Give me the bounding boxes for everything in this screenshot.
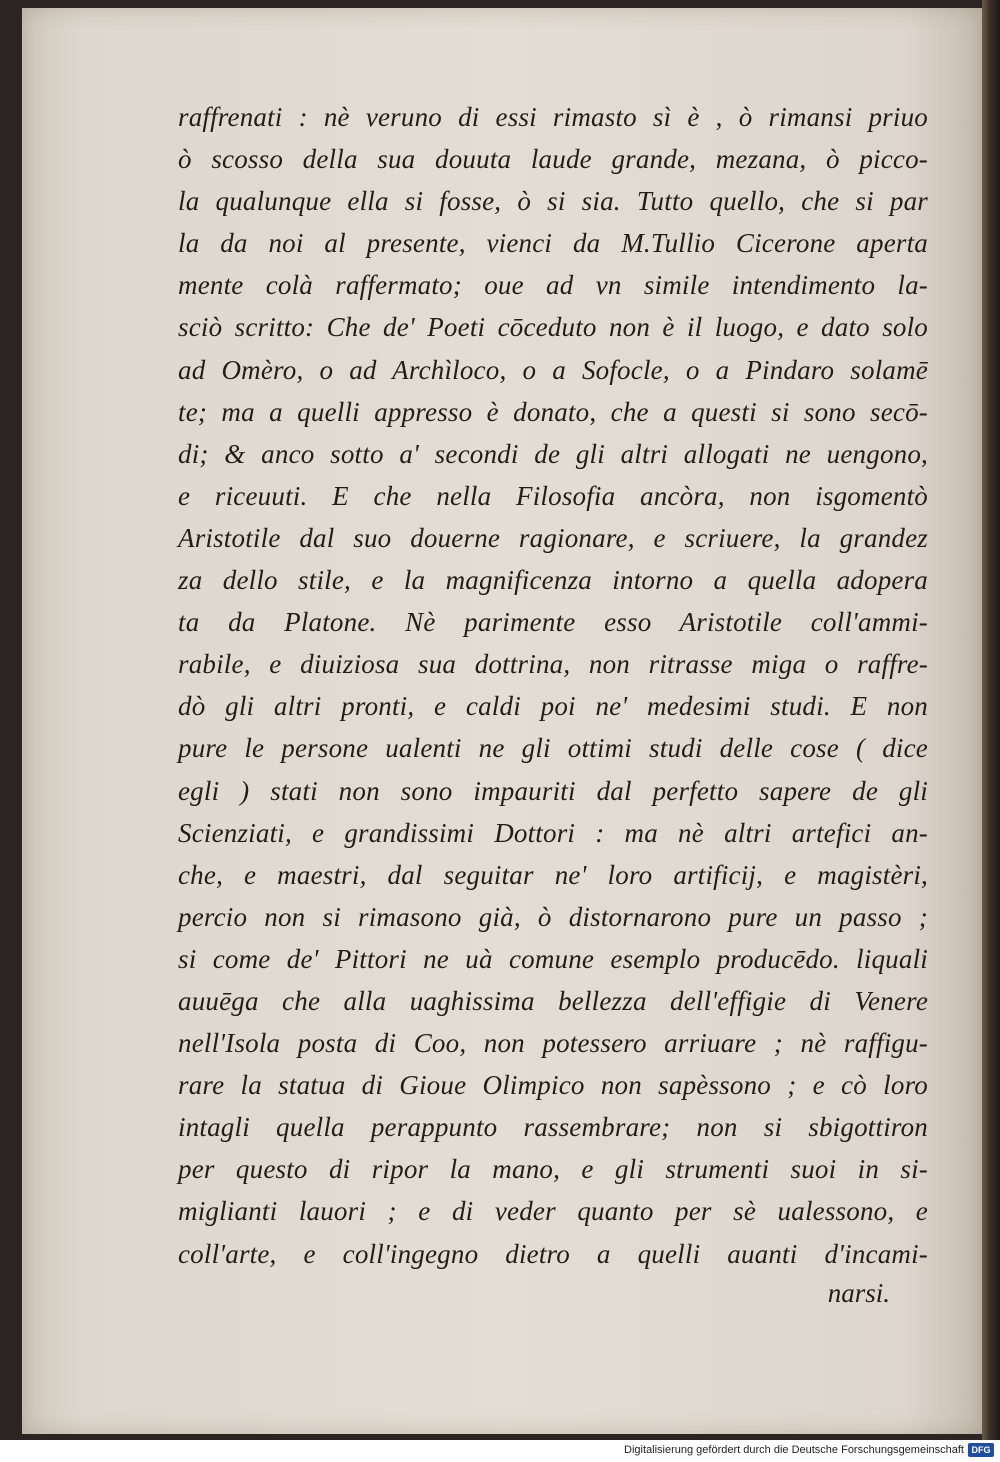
text-line: egli ) stati non sono impauriti dal perfetto sapere de gli xyxy=(178,775,928,806)
text-line: per questo di ripor la mano, e gli strumenti suoi in si- xyxy=(178,1154,928,1185)
dfg-logo-icon[interactable]: DFG xyxy=(968,1443,994,1457)
text-line: ta da Platone. Nè parimente esso Aristotile coll'ammi- xyxy=(178,607,928,638)
catchword: narsi. xyxy=(827,1278,890,1308)
text-line: auuēga che alla uaghissima bellezza dell'effigie di Venere xyxy=(178,985,928,1016)
book-edge xyxy=(982,0,1000,1440)
text-line: e riceuuti. E che nella Filosofia ancòra, non isgomentò xyxy=(178,480,928,511)
footer xyxy=(0,1440,1000,1462)
text-line: rare la statua di Gioue Olimpico non sapèssono ; e cò loro xyxy=(178,1070,928,1101)
text-line: coll'arte, e coll'ingegno dietro a quelli auanti d'incami- xyxy=(178,1238,928,1269)
text-line: la da noi al presente, vienci da M.Tullio Cicerone aperta xyxy=(178,228,928,259)
text-line: Aristotile dal suo douerne ragionare, e scriuere, la grandez xyxy=(178,522,928,553)
text-line: za dello stile, e la magnificenza intorno a quella adopera xyxy=(178,565,928,596)
text-line: si come de' Pittori ne uà comune esemplo producēdo. liquali xyxy=(178,943,928,974)
text-line: raffrenati : nè veruno di essi rimasto sì è , ò rimansi priuo xyxy=(178,102,928,132)
text-line: miglianti lauori ; e di veder quanto per sè ualessono, e xyxy=(178,1196,928,1227)
text-line: te; ma a quelli appresso è donato, che a questi si sono secō- xyxy=(178,396,928,427)
text-line: che, e maestri, dal seguitar ne' loro artificij, e magistèri, xyxy=(178,859,928,890)
text-line: ò scosso della sua douuta laude grande, mezana, ò picco- xyxy=(178,144,928,175)
text-line: nell'Isola posta di Coo, non potessero arriuare ; nè raffigu- xyxy=(178,1028,928,1059)
text-line: intagli quella perappunto rassembrare; non si sbigottiron xyxy=(178,1112,928,1143)
text-line: pure le persone ualenti ne gli ottimi studi delle cose ( dice xyxy=(178,733,928,764)
text-line: mente colà raffermato; oue ad vn simile intendimento la- xyxy=(178,270,928,301)
text-line: ad Omèro, o ad Archìloco, o a Sofocle, o a Pindaro solamē xyxy=(178,354,928,385)
text-line: dò gli altri pronti, e caldi poi ne' medesimi studi. E non xyxy=(178,691,928,722)
text-line: la qualunque ella si fosse, ò si sia. Tutto quello, che si par xyxy=(178,186,928,217)
text-line: Scienziati, e grandissimi Dottori : ma nè altri artefici an- xyxy=(178,817,928,848)
page-body-text xyxy=(178,96,928,1275)
text-line: rabile, e diuiziosa sua dottrina, non ritrasse miga o raffre- xyxy=(178,649,928,680)
text-line: sciò scritto: Che de' Poeti cōceduto non è il luogo, e dato solo xyxy=(178,312,928,343)
text-line: di; & anco sotto a' secondi de gli altri allogati ne uengono, xyxy=(178,438,928,469)
dfg-credit-text[interactable]: Digitalisierung gefördert durch die Deutsche Forschungsgemeinschaft xyxy=(624,1444,964,1456)
text-line: percio non si rimasono già, ò distornarono pure un passo ; xyxy=(178,901,928,932)
